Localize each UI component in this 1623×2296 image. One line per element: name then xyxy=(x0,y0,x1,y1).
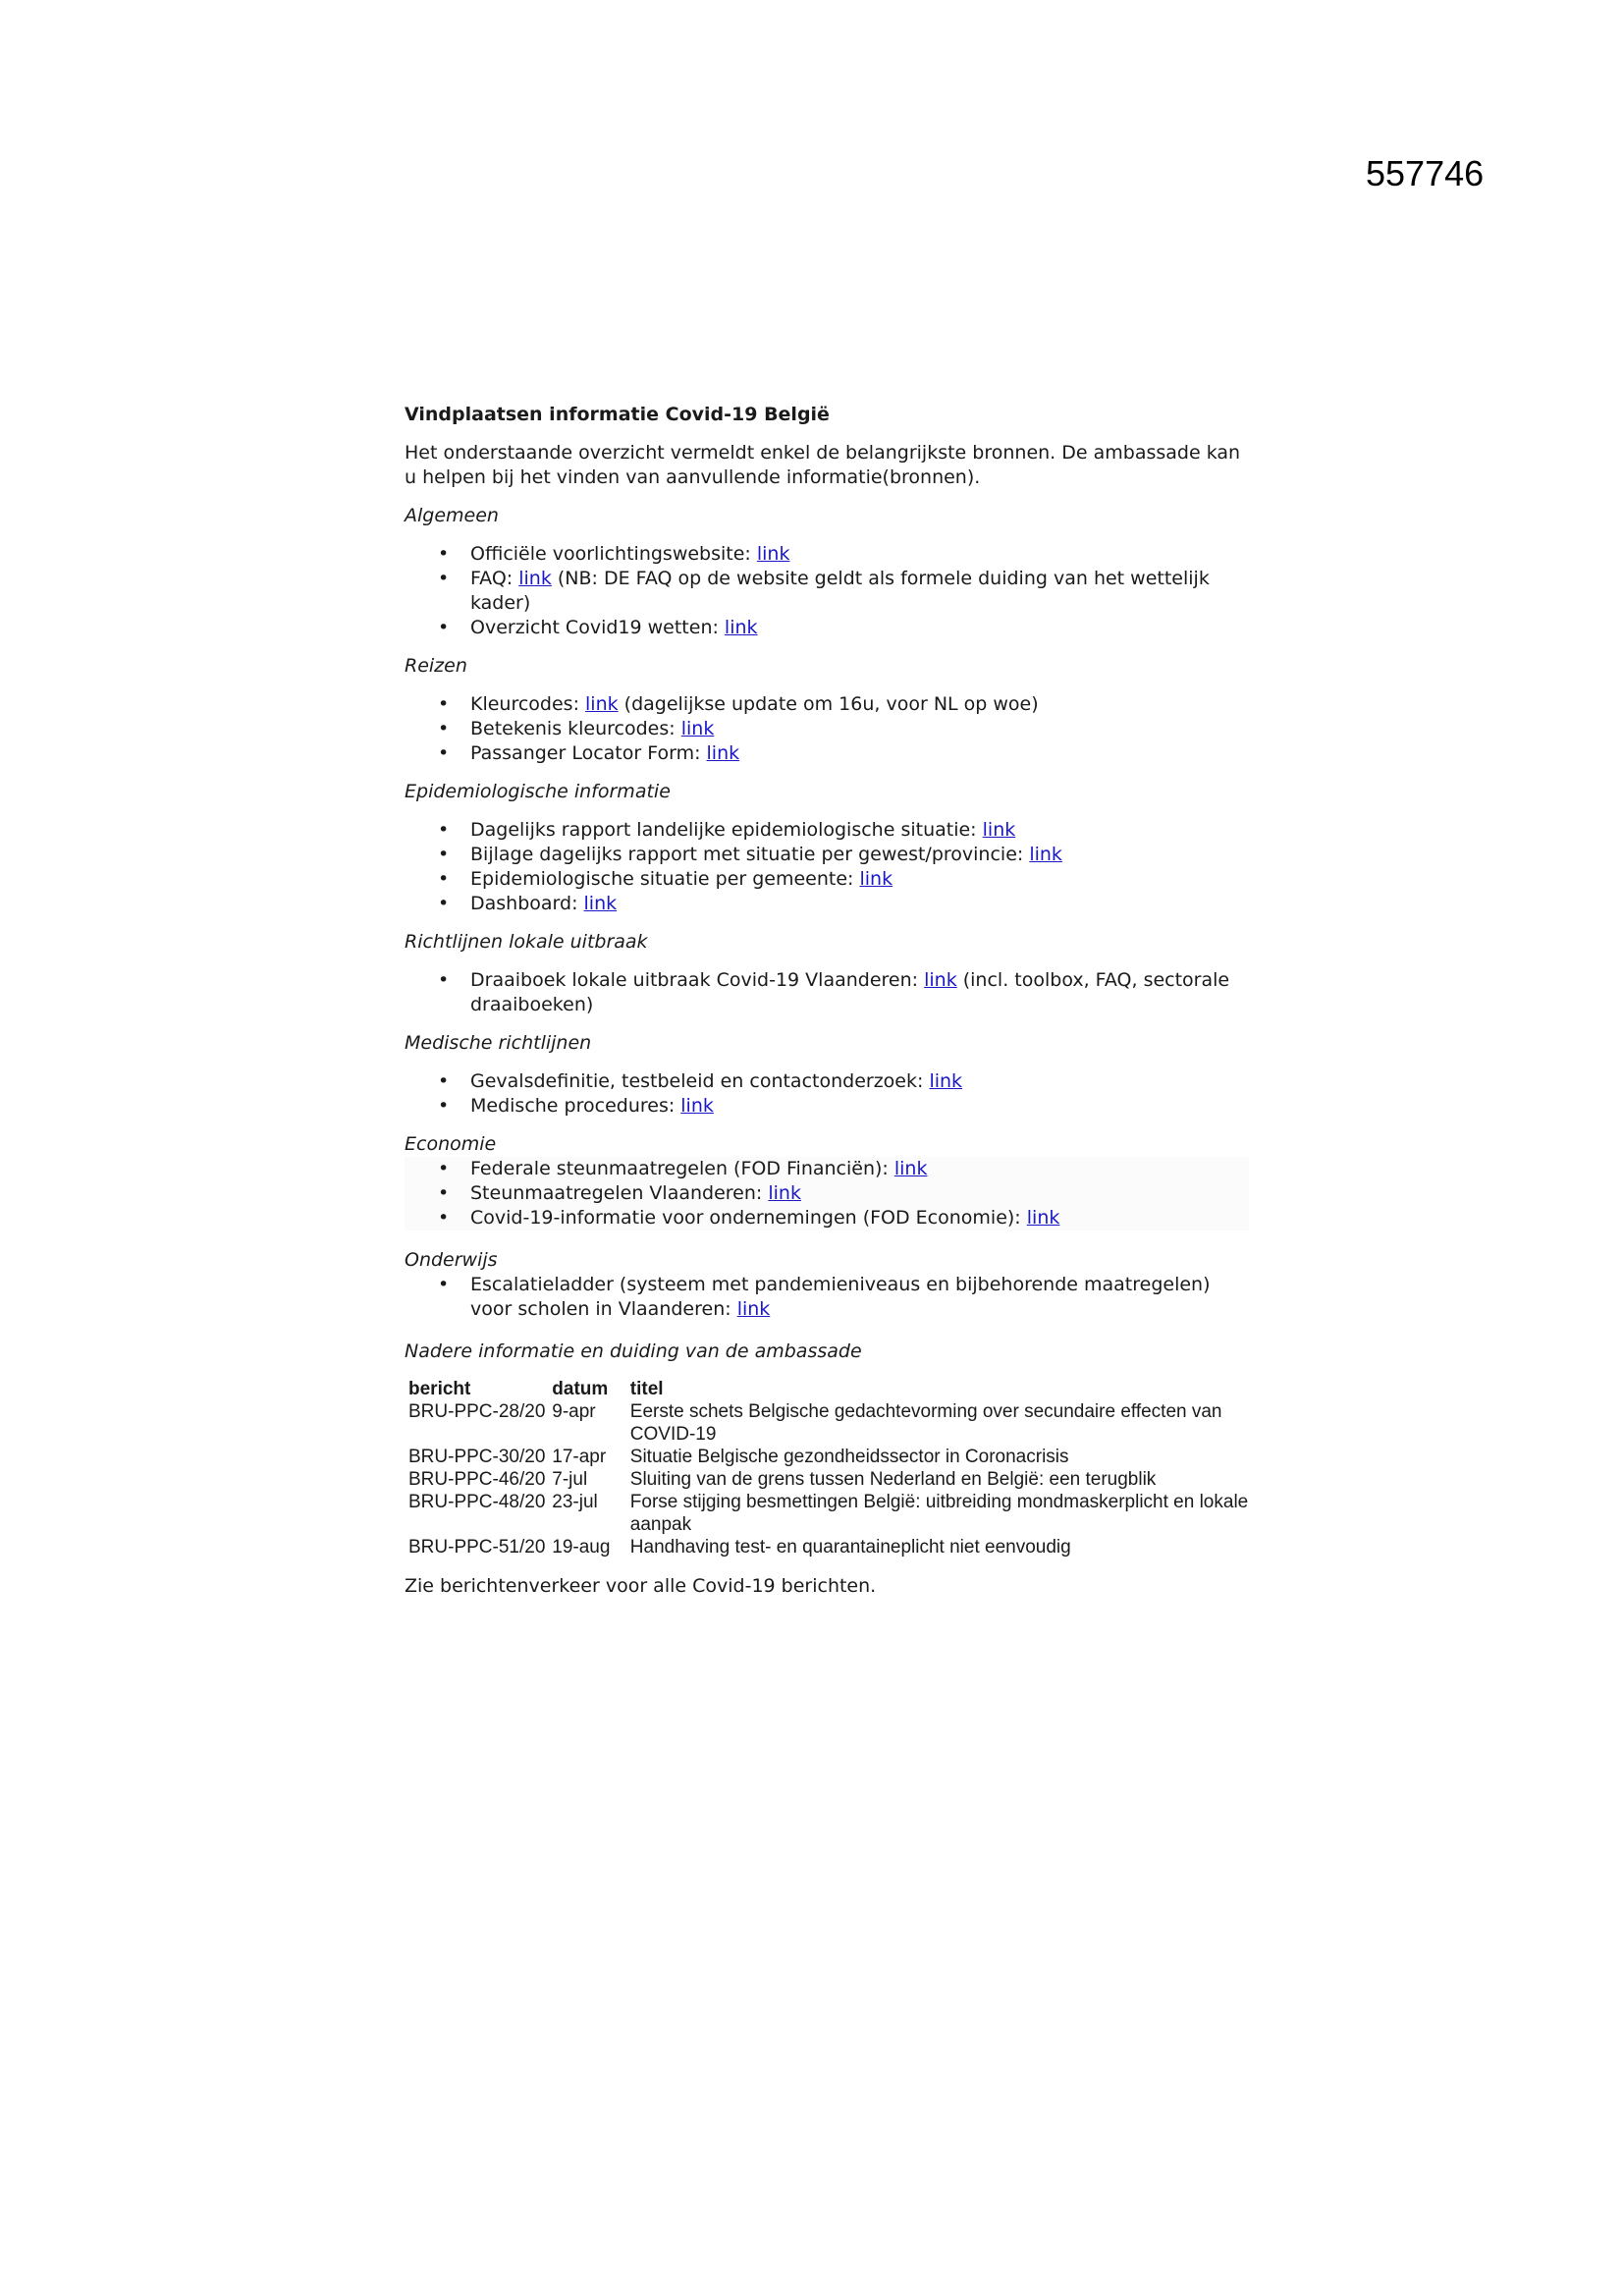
document-body xyxy=(405,403,1249,1599)
bullet-icon: • xyxy=(438,1158,450,1179)
bullet-icon: • xyxy=(438,893,450,914)
cell-datum: 19-aug xyxy=(552,1537,611,1558)
column-header-titel: titel xyxy=(629,1379,664,1399)
bullet-icon: • xyxy=(438,693,450,715)
list-item xyxy=(405,1273,1249,1322)
table-row xyxy=(408,1491,1249,1536)
bullet-icon: • xyxy=(438,819,450,841)
cell-datum: 17-apr xyxy=(552,1447,607,1467)
bullet-icon: • xyxy=(438,1274,450,1295)
ambassade-messages-table xyxy=(408,1378,1249,1558)
source-link[interactable]: link xyxy=(518,568,552,589)
cell-bericht: BRU-PPC-46/20 xyxy=(408,1469,546,1490)
source-link[interactable]: link xyxy=(982,819,1016,841)
cell-datum: 23-jul xyxy=(552,1492,598,1512)
table-row xyxy=(408,1468,1249,1491)
cell-titel: Eerste schets Belgische gedachtevorming over secundaire effecten van COVID-19 xyxy=(629,1401,1222,1445)
bullet-icon: • xyxy=(438,969,450,991)
list-item xyxy=(405,741,1249,766)
item-text: Epidemiologische situatie per gemeente: xyxy=(470,868,860,890)
item-text: Medische procedures: xyxy=(470,1095,681,1117)
list-item xyxy=(405,1069,1249,1094)
item-text: Bijlage dagelijks rapport met situatie per gewest/provincie: xyxy=(470,844,1030,865)
column-header-datum: datum xyxy=(552,1379,609,1399)
list-item xyxy=(405,567,1249,616)
source-link[interactable]: link xyxy=(893,1158,928,1179)
list-economie xyxy=(405,1157,1249,1230)
source-link[interactable]: link xyxy=(583,893,618,914)
item-text: Federale steunmaatregelen (FOD Financiën): xyxy=(470,1158,894,1179)
item-text: Dagelijks rapport landelijke epidemiologische situatie: xyxy=(470,819,983,841)
list-item xyxy=(405,968,1249,1017)
list-onderwijs xyxy=(405,1273,1249,1322)
cell-titel: Sluiting van de grens tussen Nederland en België: een terugblik xyxy=(629,1469,1157,1490)
cell-bericht: BRU-PPC-28/20 xyxy=(408,1401,546,1422)
document-number: 557746 xyxy=(1366,153,1485,193)
section-heading-algemeen: Algemeen xyxy=(405,505,499,526)
source-link[interactable]: link xyxy=(924,969,957,991)
list-richtlijnen xyxy=(405,968,1249,1017)
item-text: Escalatieladder (systeem met pandemieniveaus en bijbehorende maatregelen) voor scholen in Vlaanderen: xyxy=(470,1274,1211,1320)
list-item xyxy=(405,1181,1249,1206)
item-note: (incl. toolbox, FAQ, sectorale draaiboeken) xyxy=(470,969,1230,1015)
cell-bericht: BRU-PPC-51/20 xyxy=(408,1537,546,1558)
list-reizen xyxy=(405,692,1249,766)
item-text: Betekenis kleurcodes: xyxy=(470,718,681,739)
item-text: Draaiboek lokale uitbraak Covid-19 Vlaanderen: xyxy=(470,969,925,991)
section-heading-epidemiologisch: Epidemiologische informatie xyxy=(405,781,671,802)
item-text: FAQ: xyxy=(470,568,519,589)
bullet-icon: • xyxy=(438,1095,450,1117)
item-text: Overzicht Covid19 wetten: xyxy=(470,617,725,638)
section-heading-medisch: Medische richtlijnen xyxy=(405,1032,592,1054)
item-text: Kleurcodes: xyxy=(470,693,586,715)
list-item xyxy=(405,1206,1249,1230)
table-row xyxy=(408,1400,1249,1446)
source-link[interactable]: link xyxy=(736,1298,771,1320)
list-item xyxy=(405,717,1249,741)
bullet-icon: • xyxy=(438,1207,450,1229)
table-row xyxy=(408,1446,1249,1468)
cell-titel: Situatie Belgische gezondheidssector in Coronacrisis xyxy=(629,1447,1069,1467)
list-algemeen xyxy=(405,542,1249,640)
item-text: Steunmaatregelen Vlaanderen: xyxy=(470,1182,769,1204)
table-row xyxy=(408,1536,1249,1558)
column-header-bericht: bericht xyxy=(408,1379,471,1399)
cell-bericht: BRU-PPC-30/20 xyxy=(408,1447,546,1467)
intro-paragraph: Het onderstaande overzicht vermeldt enkel de belangrijkste bronnen. De ambassade kan u helpen bij het vinden van aanvullende informatie(bronnen). xyxy=(405,442,1241,488)
source-link[interactable]: link xyxy=(768,1182,801,1204)
item-note: (dagelijkse update om 16u, voor NL op woe) xyxy=(618,693,1039,715)
cell-bericht: BRU-PPC-48/20 xyxy=(408,1492,546,1512)
bullet-icon: • xyxy=(438,844,450,865)
item-text: Gevalsdefinitie, testbeleid en contactonderzoek: xyxy=(470,1070,930,1092)
source-link[interactable]: link xyxy=(680,718,715,739)
source-link[interactable]: link xyxy=(680,1095,714,1117)
source-link[interactable]: link xyxy=(859,868,893,890)
list-item xyxy=(405,1157,1249,1181)
source-link[interactable]: link xyxy=(706,742,740,764)
bullet-icon: • xyxy=(438,868,450,890)
item-text: Dashboard: xyxy=(470,893,584,914)
source-link[interactable]: link xyxy=(929,1070,963,1092)
item-text: Covid-19-informatie voor ondernemingen (FOD Economie): xyxy=(470,1207,1027,1229)
document-title: Vindplaatsen informatie Covid-19 België xyxy=(405,404,830,425)
bullet-icon: • xyxy=(438,568,450,589)
section-heading-economie: Economie xyxy=(405,1133,497,1155)
source-link[interactable]: link xyxy=(585,693,619,715)
section-heading-richtlijnen: Richtlijnen lokale uitbraak xyxy=(405,931,648,953)
list-item xyxy=(405,892,1249,916)
list-item xyxy=(405,616,1249,640)
cell-datum: 7-jul xyxy=(552,1469,588,1490)
cell-titel: Forse stijging besmettingen België: uitbreiding mondmaskerplicht en lokale aanpak xyxy=(629,1492,1249,1535)
list-epidemiologisch xyxy=(405,818,1249,916)
section-heading-onderwijs: Onderwijs xyxy=(405,1249,498,1271)
item-text: Officiële voorlichtingswebsite: xyxy=(470,543,757,565)
source-link[interactable]: link xyxy=(756,543,790,565)
list-item xyxy=(405,867,1249,892)
source-link[interactable]: link xyxy=(1026,1207,1060,1229)
bullet-icon: • xyxy=(438,543,450,565)
source-link[interactable]: link xyxy=(724,617,758,638)
list-item xyxy=(405,818,1249,843)
bullet-icon: • xyxy=(438,617,450,638)
list-item xyxy=(405,843,1249,867)
cell-titel: Handhaving test- en quarantaineplicht niet eenvoudig xyxy=(629,1537,1071,1558)
item-text: Passanger Locator Form: xyxy=(470,742,707,764)
section-heading-ambassade: Nadere informatie en duiding van de ambassade xyxy=(405,1340,862,1362)
bullet-icon: • xyxy=(438,1070,450,1092)
list-medisch xyxy=(405,1069,1249,1119)
item-note: (NB: DE FAQ op de website geldt als formele duiding van het wettelijk kader) xyxy=(470,568,1210,614)
bullet-icon: • xyxy=(438,742,450,764)
list-item xyxy=(405,542,1249,567)
list-item xyxy=(405,1094,1249,1119)
bullet-icon: • xyxy=(438,718,450,739)
cell-datum: 9-apr xyxy=(552,1401,596,1422)
list-item xyxy=(405,692,1249,717)
table-header-row xyxy=(408,1378,1249,1400)
source-link[interactable]: link xyxy=(1029,844,1062,865)
footer-note: Zie berichtenverkeer voor alle Covid-19 berichten. xyxy=(405,1575,877,1597)
bullet-icon: • xyxy=(438,1182,450,1204)
section-heading-reizen: Reizen xyxy=(405,655,467,677)
